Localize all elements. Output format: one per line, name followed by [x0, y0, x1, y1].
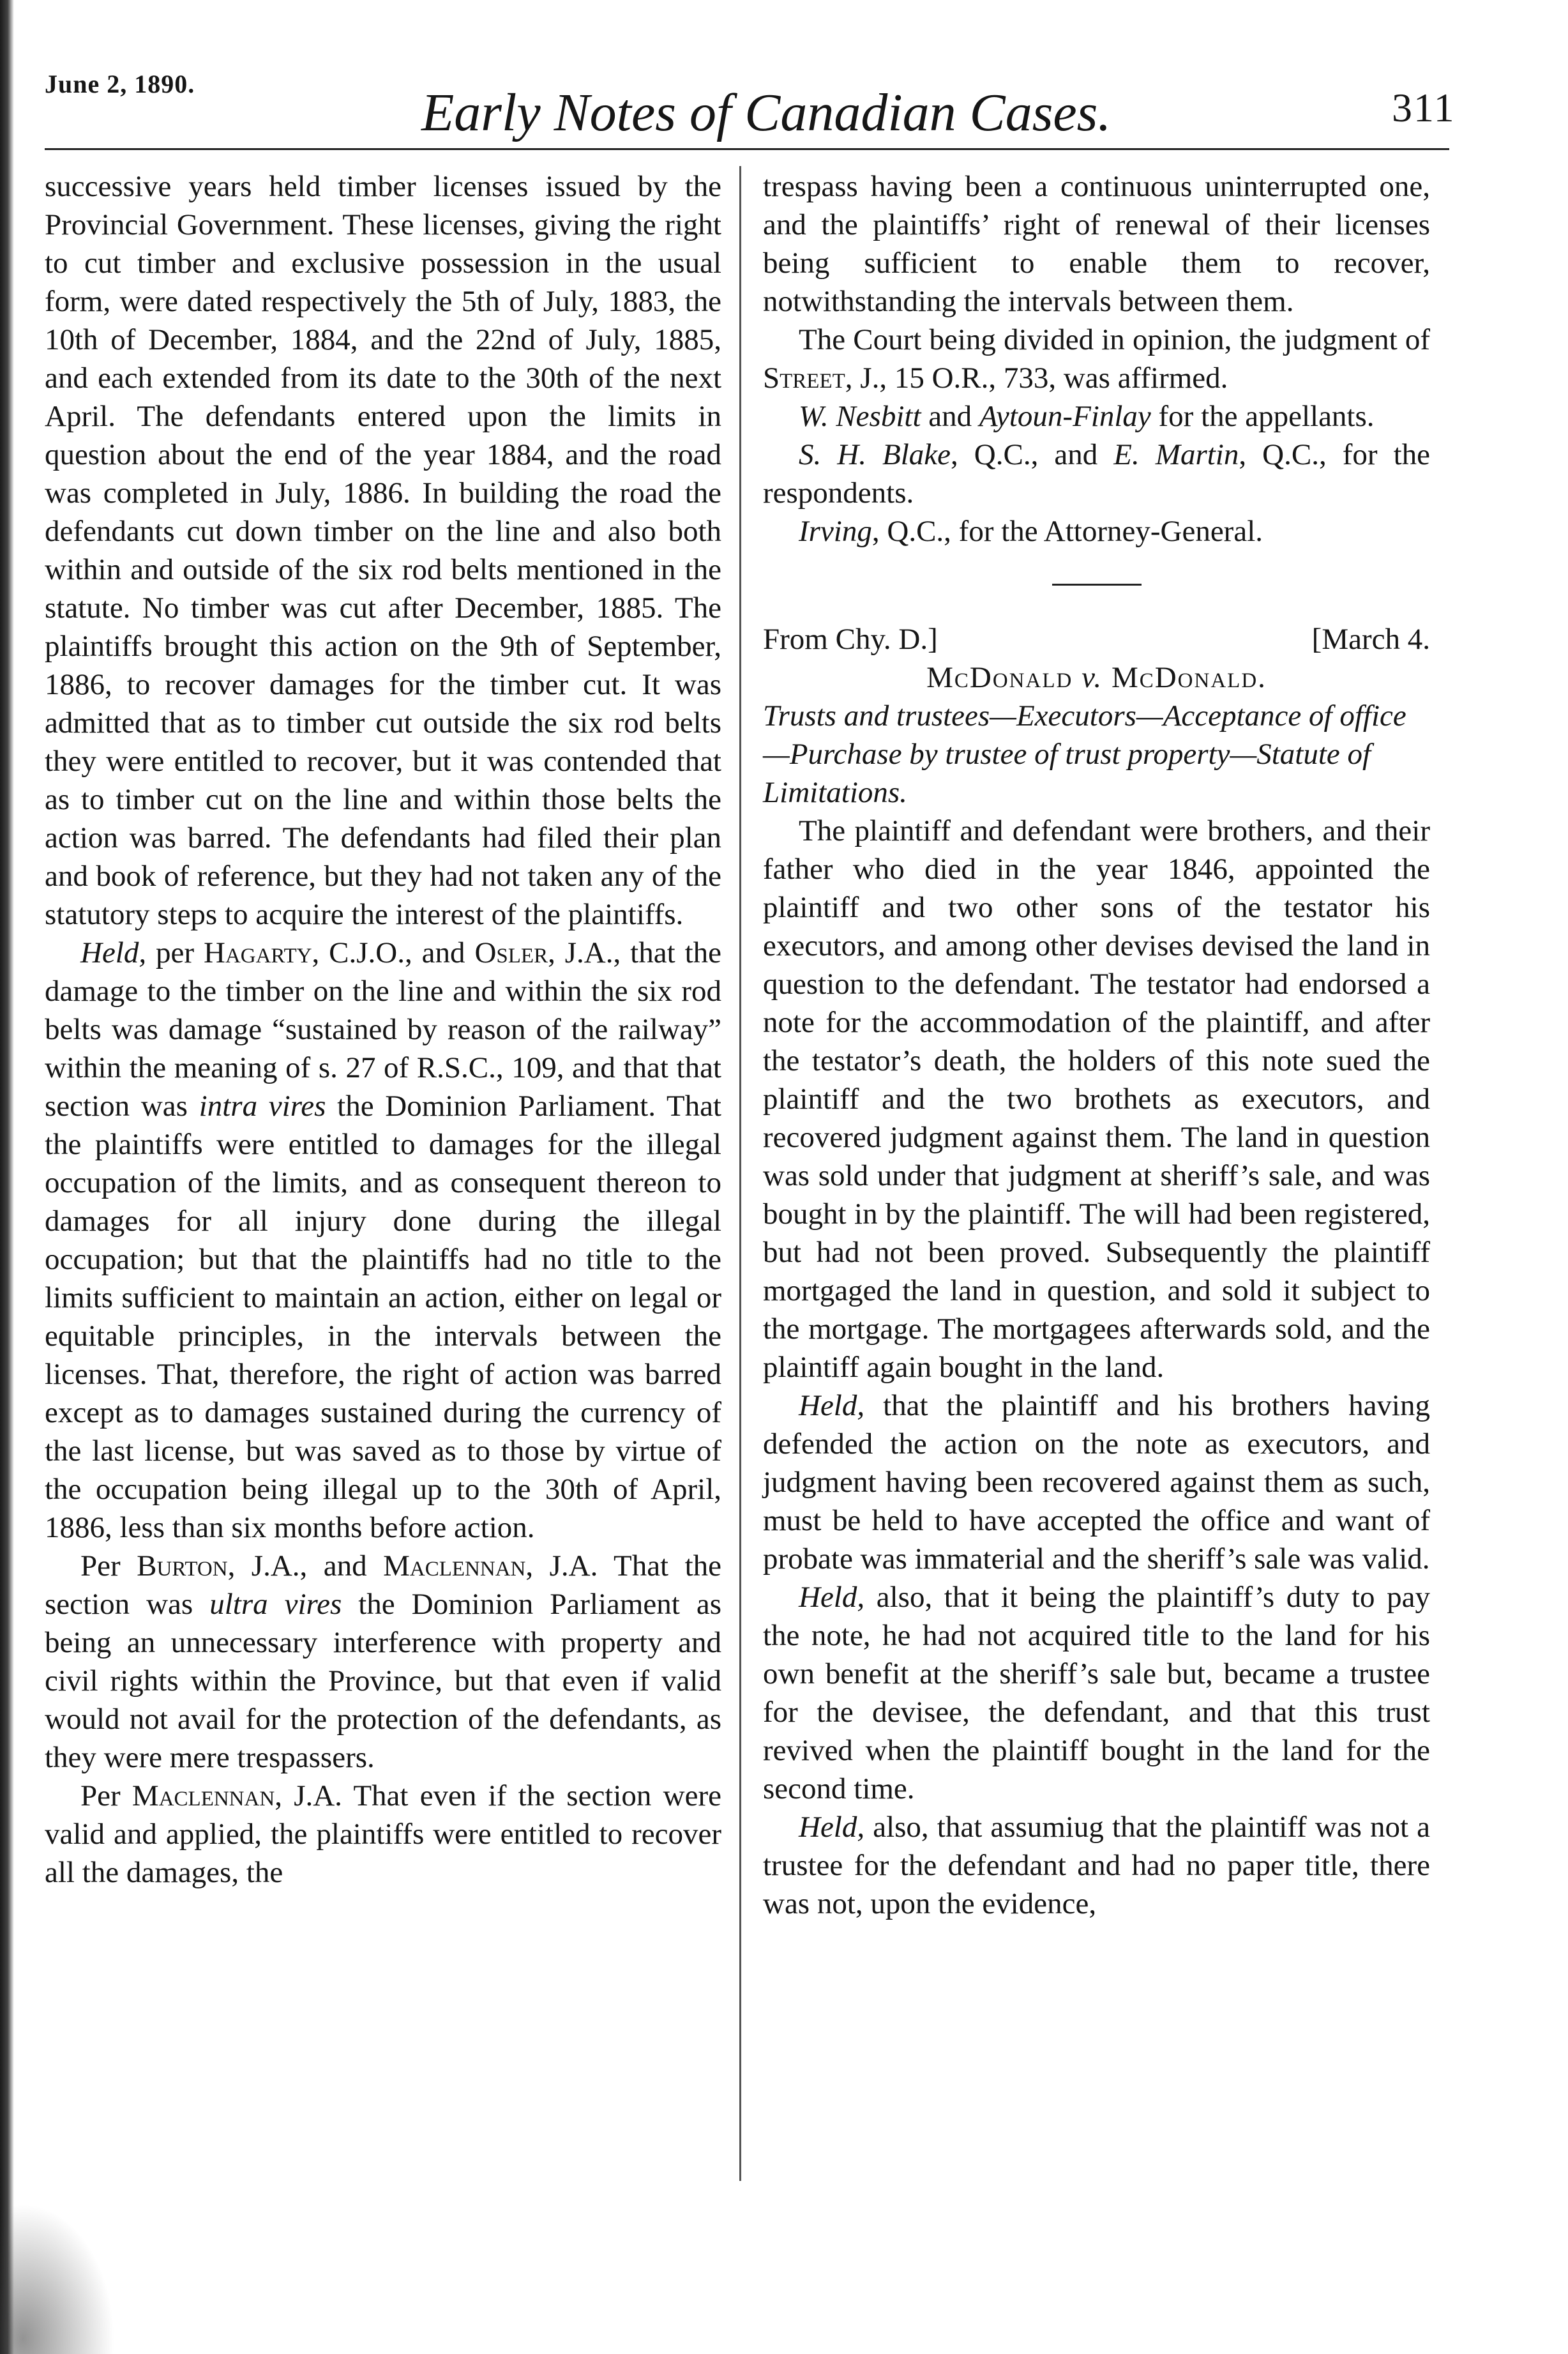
case-paragraph-3	[763, 1578, 1430, 1808]
text-run: , J., 15 O.R., 733, was affirmed.	[845, 361, 1228, 395]
text-run: also, that it being the plaintiff’s duty to pay the note, he had not acquired title to the land for his own benefit at the sheriff’s sale but, became a trustee for the devisee, the defendant, and that this trust revived when the plaintiff bought in the land for the second time.	[763, 1581, 1430, 1805]
left-paragraph-2	[45, 934, 721, 1547]
held-label: Held,	[799, 1811, 865, 1844]
right-paragraph-1: trespass having been a continuous uninterrupted one, and the plaintiffs’ right of renewal of their licenses being sufficient to enable them to recover, notwithstanding the intervals between them.	[763, 170, 1430, 318]
case-paragraph-2	[763, 1386, 1430, 1578]
right-column	[763, 167, 1430, 1923]
counsel-name: S. H. Blake	[799, 438, 951, 471]
text-run: also, that assumiug that the plaintiff was not a trustee for the defendant and had no paper title, there was not, upon the evidence,	[763, 1811, 1430, 1920]
left-paragraph-4	[45, 1777, 721, 1892]
case-title	[763, 658, 1430, 697]
text-run: that the plaintiff and his brothers having defended the action on the note as executors, and judgment having been recovered against them as such, must be held to have accepted the office and want of probate was immaterial and the sheriff’s sale was valid.	[763, 1389, 1430, 1576]
judge-name: Osler	[474, 936, 548, 969]
counsel-name: Aytoun-Finlay	[979, 400, 1151, 433]
latin-term: intra vires	[199, 1090, 326, 1123]
right-paragraph-2	[763, 321, 1430, 397]
held-label: Held,	[799, 1581, 865, 1614]
text-run: Per	[80, 1779, 132, 1812]
case-paragraph-4	[763, 1808, 1430, 1923]
counsel-line-2	[763, 436, 1430, 512]
court-from: From Chy. D.]	[763, 623, 938, 656]
text-run: Per	[80, 1549, 137, 1583]
latin-term: ultra vires	[209, 1588, 342, 1621]
versus: v.	[1073, 661, 1112, 694]
counsel-line-3	[763, 512, 1430, 551]
text-run: , Q.C., and	[951, 438, 1114, 471]
party-name: McDonald	[926, 661, 1073, 694]
left-paragraph-3	[45, 1547, 721, 1777]
page-smudge	[0, 2203, 115, 2354]
issue-date: June 2, 1890.	[45, 70, 195, 98]
binding-shadow	[0, 0, 14, 2354]
judge-name: Burton	[137, 1549, 228, 1583]
text-run: , Q.C., for the respondents.	[763, 438, 1430, 510]
page-number: 311	[1392, 85, 1456, 130]
counsel-name: W. Nesbitt	[799, 400, 921, 433]
held-label: Held,	[799, 1389, 865, 1422]
text-run: , J.A. That even if the section were valid and applied, the plaintiffs were entitled to recover all the damages, the	[45, 1779, 721, 1889]
counsel-line-1	[763, 397, 1430, 436]
text-run: for the appellants.	[1150, 400, 1375, 433]
counsel-name: E. Martin	[1113, 438, 1239, 471]
column-divider	[739, 166, 741, 2181]
text-run: The Court being divided in opinion, the judgment of	[799, 323, 1430, 356]
text-run: the Dominion Parliament. That the plaintiffs were entitled to damages for the illegal occupation of the limits, and as consequent thereon to damages for all injury done during the illegal occupation; but that the plaintiffs had no title to the limits sufficient to maintain an action, either on legal or equitable principles, in the intervals between the licenses. That, therefore, the right of action was barred except as to damages sustained during the currency of the last license, but was saved as to those by virtue of the occupation being illegal up to the 30th of April, 1886, less than six months before action.	[45, 1090, 721, 1544]
case-date: [March 4.	[1311, 623, 1430, 656]
text-run: , C.J.O., and	[312, 936, 475, 969]
left-paragraph-1: successive years held timber licenses issued by the Provincial Government. These licenses, giving the right to cut timber and exclusive possession in the usual form, were dated respectively the 5th of July, 1883, the 10th of December, 1884, and the 22nd of July, 1885, and each extended from its date to the 30th of the next April. The defendants entered upon the limits in question about the end of the year 1884, and the road was completed in July, 1886. In building the road the defendants cut down timber on the line and also both within and outside of the six rod belts mentioned in the statute. No timber was cut after December, 1885. The plaintiffs brought this action on the 9th of September, 1886, to recover damages for the timber cut. It was admitted that as to timber cut outside the six rod belts they were entitled to recover, but it was contended that as to timber cut on the line and within those belts the action was barred. The defendants had filed their plan and book of reference, but they had not taken any of the statutory steps to acquire the interest of the plaintiffs.	[45, 170, 721, 931]
judge-name: Hagarty	[204, 936, 312, 969]
case-headnote: Trusts and trustees—Executors—Acceptance of office—Purchase by trustee of trust property—Statute of Limitations.	[763, 699, 1406, 809]
text-run: , J.A., and	[227, 1549, 384, 1583]
judge-name: Street	[763, 361, 845, 395]
text-run: and	[921, 400, 979, 433]
judge-name: Maclennan	[132, 1779, 275, 1812]
case-citation-line	[763, 620, 1430, 658]
judge-name: Maclennan	[383, 1549, 526, 1583]
held-label: Held,	[80, 936, 147, 969]
party-name: McDonald.	[1111, 661, 1267, 694]
text-run: per	[146, 936, 204, 969]
counsel-name: Irving	[799, 515, 872, 548]
header-rule	[45, 148, 1449, 150]
case-paragraph-1: The plaintiff and defendant were brothers, and their father who died in the year 1846, appointed the plaintiff and two other sons of the testator his executors, and among other devises devised the land in question to the defendant. The testator had endorsed a note for the accommodation of the plaintiff, and after the testator’s death, the holders of this note sued the plaintiff and the two brothets as executors, and recovered judgment against them. The land in question was sold under that judgment at sheriff’s sale, and was bought in by the plaintiff. The will had been registered, but had not been proved. Subsequently the plaintiff mortgaged the land in question, and sold it subject to the mortgage. The mortgagees afterwards sold, and the plaintiff again bought in the land.	[763, 814, 1430, 1384]
text-run: , Q.C., for the Attorney-General.	[871, 515, 1263, 548]
text-run: , J.A. That the section was	[45, 1549, 722, 1621]
running-title: Early Notes of Canadian Cases.	[421, 83, 1112, 142]
section-divider	[1052, 584, 1142, 586]
left-column	[45, 167, 721, 1892]
text-run: the Dominion Parliament as being an unnecessary interference with property and civil rights within the Province, but that even if valid would not avail for the protection of the defendants, as they were mere trespassers.	[45, 1588, 721, 1774]
text-run: , J.A., that the damage to the timber on the line and within the six rod belts was damage “sustained by reason of the railway” within the meaning of s. 27 of R.S.C., 109, and that that section was	[45, 936, 721, 1123]
